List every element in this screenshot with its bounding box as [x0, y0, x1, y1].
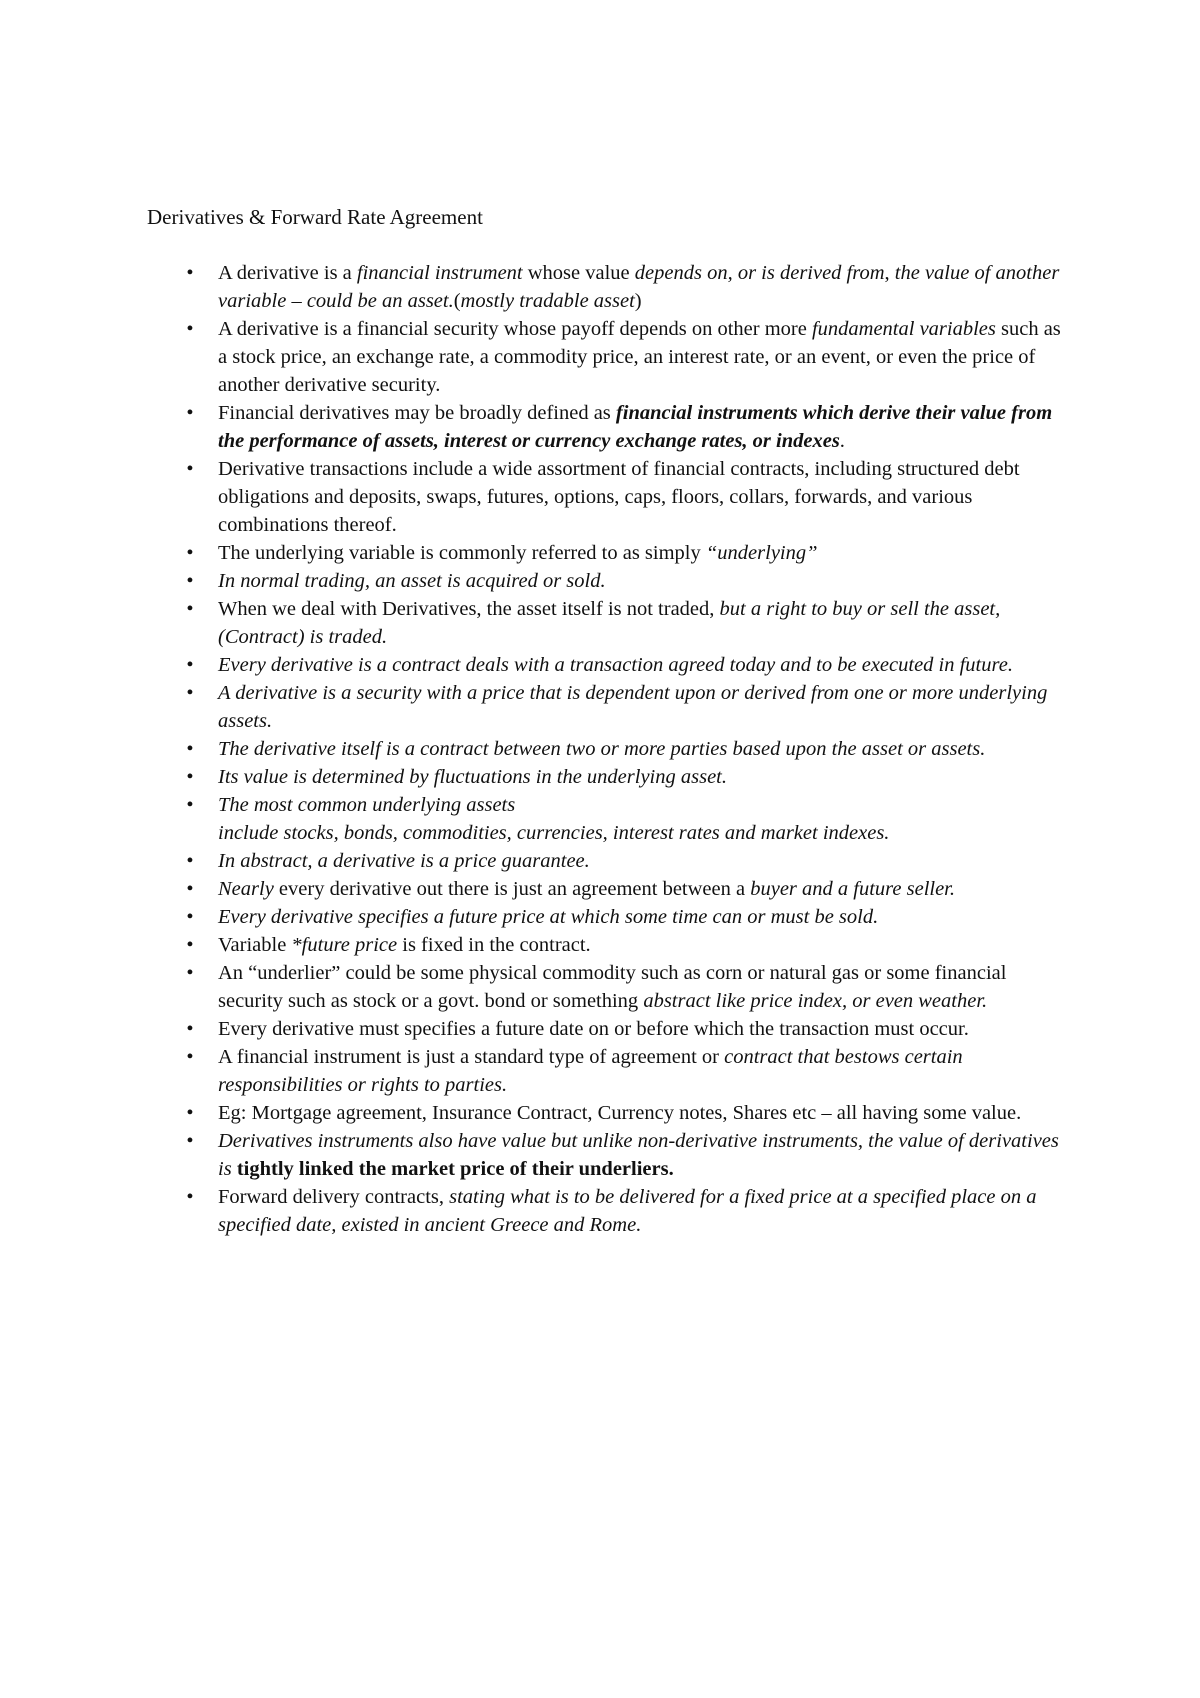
- bullet-marker: •: [186, 906, 194, 928]
- bullet-text-segment: Financial derivatives may be broadly defined as: [218, 402, 616, 424]
- bullet-text-segment: financial instruments which derive their value from the performance of assets, interest or currency exchange rates, or indexes: [218, 402, 1053, 452]
- bullet-item: [186, 595, 1068, 651]
- bullet-item: [186, 791, 1068, 847]
- bullet-item: [186, 1127, 1068, 1183]
- bullet-marker: •: [186, 262, 194, 284]
- bullet-text-segment: such as a stock price, an exchange rate, a commodity price, an interest rate, or an event, or even the price of another derivative security.: [218, 318, 1061, 396]
- bullet-item: [186, 259, 1068, 315]
- bullet-item: [186, 903, 1068, 931]
- bullet-item: [186, 875, 1068, 903]
- bullet-text-segment: the value of another variable – could be an asset.: [218, 262, 1060, 312]
- bullet-text-segment: but a right to buy or sell the asset, (Contract) is traded.: [218, 598, 1001, 648]
- bullet-text-segment: Derivative transactions include a wide assortment of financial contracts, including structured debt obligations and deposits, swaps, futures, options, caps, floors, collars, forwards, and various combinations thereof.: [218, 458, 1020, 536]
- bullet-text-segment: In normal trading, an asset is acquired or sold.: [218, 570, 606, 592]
- bullet-marker: •: [186, 458, 194, 480]
- bullet-marker: •: [186, 1102, 194, 1124]
- bullet-item: [186, 1183, 1068, 1239]
- bullet-marker: •: [186, 654, 194, 676]
- bullet-item: [186, 567, 1068, 595]
- bullet-marker: •: [186, 318, 194, 340]
- bullet-text-segment: whose value: [522, 262, 635, 284]
- bullet-marker: •: [186, 542, 194, 564]
- bullet-text-segment: “underlying”: [705, 542, 818, 564]
- bullet-text-segment: Derivatives instruments also have value but unlike non-derivative instruments, the value of derivatives is: [218, 1130, 1059, 1180]
- bullet-text-segment: fundamental variables: [811, 318, 996, 340]
- bullet-text-segment: The underlying variable is commonly referred to as simply: [218, 542, 706, 564]
- bullet-item: [186, 1015, 1068, 1043]
- bullet-text-segment: is fixed in the contract.: [397, 934, 591, 956]
- bullet-marker: •: [186, 878, 194, 900]
- bullet-text-segment: Eg: Mortgage agreement, Insurance Contract, Currency notes, Shares etc – all having some value.: [218, 1102, 1022, 1124]
- bullet-item: [186, 1043, 1068, 1099]
- bullet-text-segment: (: [453, 290, 461, 312]
- bullet-marker: •: [186, 766, 194, 788]
- bullet-marker: •: [186, 850, 194, 872]
- bullet-item: [186, 959, 1068, 1015]
- bullet-text-segment: ,: [884, 262, 895, 284]
- bullet-text-segment: A derivative is a financial security whose payoff depends on other more: [218, 318, 812, 340]
- bullet-text-segment: tightly linked the market price of their underliers.: [236, 1158, 674, 1180]
- bullet-text-segment: abstract like price index, or even weather.: [643, 990, 988, 1012]
- bullet-marker: •: [186, 738, 194, 760]
- bullet-text-segment: The derivative itself is a contract between two or more parties based upon the asset or assets.: [218, 738, 986, 760]
- bullet-marker: •: [186, 598, 194, 620]
- bullet-item: [186, 315, 1068, 399]
- bullet-text-segment: Variable: [218, 934, 292, 956]
- bullet-marker: •: [186, 962, 194, 984]
- bullet-text-segment: Nearly: [218, 878, 274, 900]
- bullet-text-segment: Forward delivery contracts,: [218, 1186, 450, 1208]
- bullet-item: [186, 399, 1068, 455]
- bullet-text-segment: An “underlier” could be some physical commodity such as corn or natural gas or some financial security such as stock or a govt. bond or something: [218, 962, 1007, 1012]
- bullet-marker: •: [186, 794, 194, 816]
- bullet-marker: •: [186, 1046, 194, 1068]
- bullet-text-segment: Every derivative is a contract deals with a transaction agreed today and to be executed in future.: [218, 654, 1013, 676]
- bullet-text-segment: stating what is to be delivered for a fixed price at a specified place on a specified date, existed in ancient Greece and Rome.: [218, 1186, 1037, 1236]
- bullet-list: [186, 259, 1068, 1239]
- bullet-text-segment: contract that bestows certain responsibilities or rights to parties.: [218, 1046, 963, 1096]
- bullet-text-segment: *future price: [291, 934, 398, 956]
- bullet-text-segment: include stocks, bonds, commodities, currencies, interest rates and market indexes.: [218, 822, 890, 844]
- bullet-text-segment: A derivative is a: [218, 262, 357, 284]
- bullet-text-segment: ): [634, 290, 642, 312]
- bullet-text-segment: financial instrument: [356, 262, 523, 284]
- bullet-text-segment: Every derivative must specifies a future date on or before which the transaction must occur.: [218, 1018, 969, 1040]
- bullet-marker: •: [186, 1186, 194, 1208]
- bullet-item: [186, 455, 1068, 539]
- bullet-text-segment: When we deal with Derivatives, the asset itself is not traded,: [218, 598, 720, 620]
- bullet-text-segment: In abstract, a derivative is a price guarantee.: [218, 850, 590, 872]
- document-title: Derivatives & Forward Rate Agreement: [147, 205, 483, 229]
- bullet-text-segment: every derivative out there is just an agreement between a: [273, 878, 751, 900]
- bullet-item: [186, 679, 1068, 735]
- bullet-text-segment: The most common underlying assets: [218, 794, 516, 816]
- bullet-marker: •: [186, 1130, 194, 1152]
- bullet-text-segment: Every derivative specifies a future price at which some time can or must be sold.: [218, 906, 879, 928]
- bullet-item: [186, 847, 1068, 875]
- bullet-text-segment: A financial instrument is just a standard type of agreement or: [218, 1046, 725, 1068]
- bullet-item: [186, 1099, 1068, 1127]
- bullet-marker: •: [186, 570, 194, 592]
- bullet-item: [186, 735, 1068, 763]
- bullet-item: [186, 539, 1068, 567]
- bullet-item: [186, 651, 1068, 679]
- bullet-text-segment: .: [839, 430, 845, 452]
- bullet-text-segment: buyer and a future seller.: [750, 878, 956, 900]
- bullet-marker: •: [186, 402, 194, 424]
- bullet-item: [186, 931, 1068, 959]
- bullet-text-segment: A derivative is a security with a price that is dependent upon or derived from one or more underlying assets.: [218, 682, 1048, 732]
- bullet-text-segment: depends on, or is derived from: [634, 262, 885, 284]
- bullet-text-segment: mostly tradable asset: [460, 290, 635, 312]
- bullet-marker: •: [186, 934, 194, 956]
- bullet-marker: •: [186, 682, 194, 704]
- bullet-marker: •: [186, 1018, 194, 1040]
- bullet-item: [186, 763, 1068, 791]
- bullet-text-segment: Its value is determined by fluctuations in the underlying asset.: [218, 766, 727, 788]
